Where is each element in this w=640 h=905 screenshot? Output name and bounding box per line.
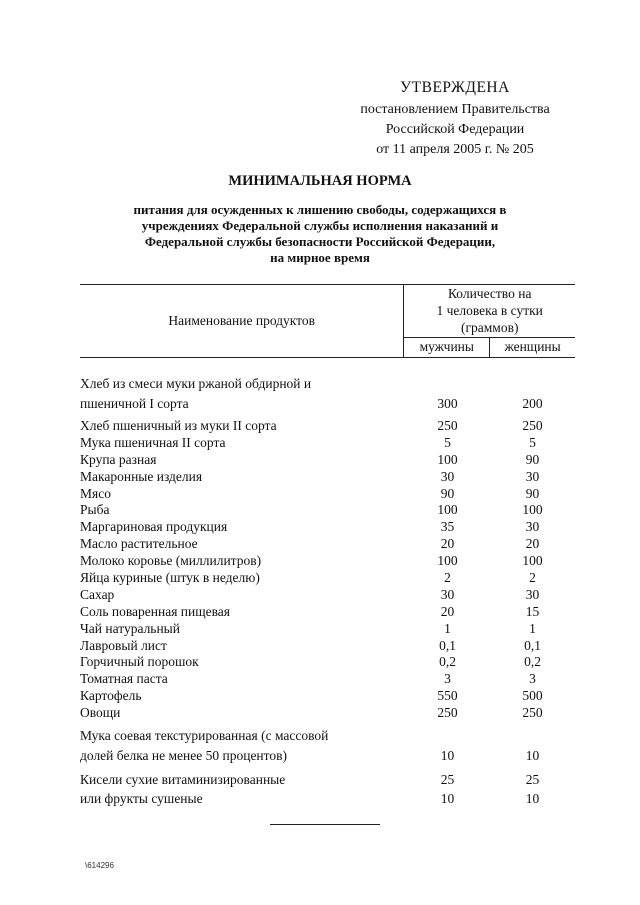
men-quantity: 5: [444, 434, 451, 450]
table-row: [80, 654, 575, 671]
table-row: [80, 452, 575, 469]
product-name: Горчичный порошок: [80, 654, 199, 670]
product-name: Яйца куриные (штук в неделю): [80, 570, 260, 586]
document-subtitle: [60, 202, 580, 266]
subtitle-line-2: учреждениях Федеральной службы исполнения наказаний и: [141, 218, 499, 233]
women-quantity: 30: [525, 519, 540, 535]
table-row: [80, 688, 575, 705]
column-header-name: Наименование продуктов: [80, 285, 404, 358]
men-quantity: 250: [437, 705, 458, 721]
table-row: [80, 671, 575, 688]
table-row: [80, 418, 575, 435]
document-id: \614296: [85, 861, 114, 870]
women-quantity: 5: [529, 434, 536, 450]
women-quantity: 90: [525, 451, 540, 467]
product-name-line-2: долей белка не менее 50 процентов): [80, 748, 288, 764]
product-name: [80, 374, 405, 414]
table-row: [80, 726, 575, 766]
men-quantity: 2: [444, 570, 451, 586]
women-quantity: 10: [525, 791, 540, 807]
product-name: Сахар: [80, 586, 115, 602]
document-title: МИНИМАЛЬНАЯ НОРМА: [228, 173, 412, 189]
men-quantity: 1: [444, 620, 451, 636]
product-name: или фрукты сушеные: [80, 791, 203, 807]
women-quantity: 25: [525, 772, 540, 788]
men-quantity: 250: [437, 418, 458, 433]
table-row: [80, 374, 575, 414]
quantity-header-line-3: (граммов): [460, 320, 519, 336]
table-header: [80, 284, 575, 358]
table-row: [80, 486, 575, 503]
women-quantity: 500: [522, 688, 543, 704]
men-quantity: 550: [437, 688, 458, 704]
table-row: [80, 553, 575, 570]
approval-block: [340, 78, 570, 160]
product-name: Мука пшеничная II сорта: [80, 434, 226, 450]
men-quantity: 3: [444, 671, 451, 687]
table-row: [80, 469, 575, 486]
closing-rule: [270, 824, 380, 825]
approval-line-1: постановлением Правительства: [360, 102, 550, 117]
women-quantity: 200: [522, 396, 543, 411]
men-quantity: 10: [440, 791, 455, 807]
subtitle-line-4: на мирное время: [270, 250, 370, 265]
subtitle-line-3: Федеральной службы безопасности Российской Федерации,: [144, 234, 496, 249]
approval-line-2: Российской Федерации: [385, 122, 525, 137]
table-body: [80, 374, 575, 808]
men-quantity: 20: [440, 536, 455, 552]
product-name: Хлеб пшеничный из муки II сорта: [80, 418, 277, 433]
table-row: [80, 519, 575, 536]
women-quantity: 0,2: [524, 654, 541, 670]
men-quantity: 100: [437, 553, 458, 569]
men-quantity: 20: [440, 603, 455, 619]
women-quantity: 0,1: [524, 637, 541, 653]
men-quantity: 300: [437, 396, 458, 411]
column-header-men: мужчины: [404, 337, 490, 357]
product-name: Молоко коровье (миллилитров): [80, 553, 262, 569]
men-quantity: 0,2: [439, 654, 456, 670]
product-name: Овощи: [80, 705, 121, 721]
women-quantity: 10: [525, 748, 540, 764]
men-quantity: 10: [440, 748, 455, 764]
product-name: Макаронные изделия: [80, 468, 203, 484]
product-name: Рыба: [80, 502, 110, 518]
women-quantity: 30: [525, 468, 540, 484]
women-quantity: 30: [525, 586, 540, 602]
product-name: Мясо: [80, 485, 111, 501]
women-quantity: 2: [529, 570, 536, 586]
table-row: [80, 536, 575, 553]
approval-line-3: от 11 апреля 2005 г. № 205: [376, 142, 534, 157]
men-quantity: 100: [437, 502, 458, 518]
table-row: [80, 770, 575, 789]
table-row: [80, 502, 575, 519]
table-row: [80, 789, 575, 808]
product-name: Кисели сухие витаминизированные: [80, 772, 286, 788]
women-quantity: 20: [525, 536, 540, 552]
men-quantity: 100: [437, 451, 458, 467]
product-name: Маргариновая продукция: [80, 519, 228, 535]
table-row: [80, 435, 575, 452]
women-quantity: 250: [522, 418, 543, 433]
product-name: Крупа разная: [80, 451, 157, 467]
product-name: Соль поваренная пищевая: [80, 603, 231, 619]
men-quantity: 30: [440, 586, 455, 602]
product-name: Лавровый лист: [80, 637, 167, 653]
product-name: Картофель: [80, 688, 142, 704]
subtitle-line-1: питания для осужденных к лишению свободы, содержащихся в: [133, 202, 507, 217]
product-name-line-2: пшеничной I сорта: [80, 396, 189, 411]
men-quantity: 90: [440, 485, 455, 501]
product-name: Масло растительное: [80, 536, 198, 552]
women-quantity: 250: [522, 705, 543, 721]
women-quantity: 3: [529, 671, 536, 687]
approval-heading: УТВЕРЖДЕНА: [400, 79, 510, 96]
table-row: [80, 705, 575, 722]
product-name: [80, 726, 405, 766]
women-quantity: 90: [525, 485, 540, 501]
table-row: [80, 621, 575, 638]
table-row: [80, 570, 575, 587]
table-row: [80, 587, 575, 604]
men-quantity: 30: [440, 468, 455, 484]
men-quantity: 35: [440, 519, 455, 535]
men-quantity: 0,1: [439, 637, 456, 653]
column-header-quantity: [404, 285, 575, 338]
product-name-line-1: Мука соевая текстурированная (с массовой: [80, 728, 329, 744]
quantity-header-line-1: Количество на: [447, 286, 532, 302]
table-row: [80, 604, 575, 621]
women-quantity: 100: [522, 502, 543, 518]
women-quantity: 15: [525, 603, 540, 619]
column-header-women: женщины: [490, 337, 575, 357]
product-name: Чай натуральный: [80, 620, 180, 636]
table-row: [80, 638, 575, 655]
product-name-line-1: Хлеб из смеси муки ржаной обдирной и: [80, 376, 312, 391]
women-quantity: 100: [522, 553, 543, 569]
product-name: Томатная паста: [80, 671, 168, 687]
men-quantity: 25: [440, 772, 455, 788]
quantity-header-line-2: 1 человека в сутки: [436, 303, 543, 319]
women-quantity: 1: [529, 620, 536, 636]
